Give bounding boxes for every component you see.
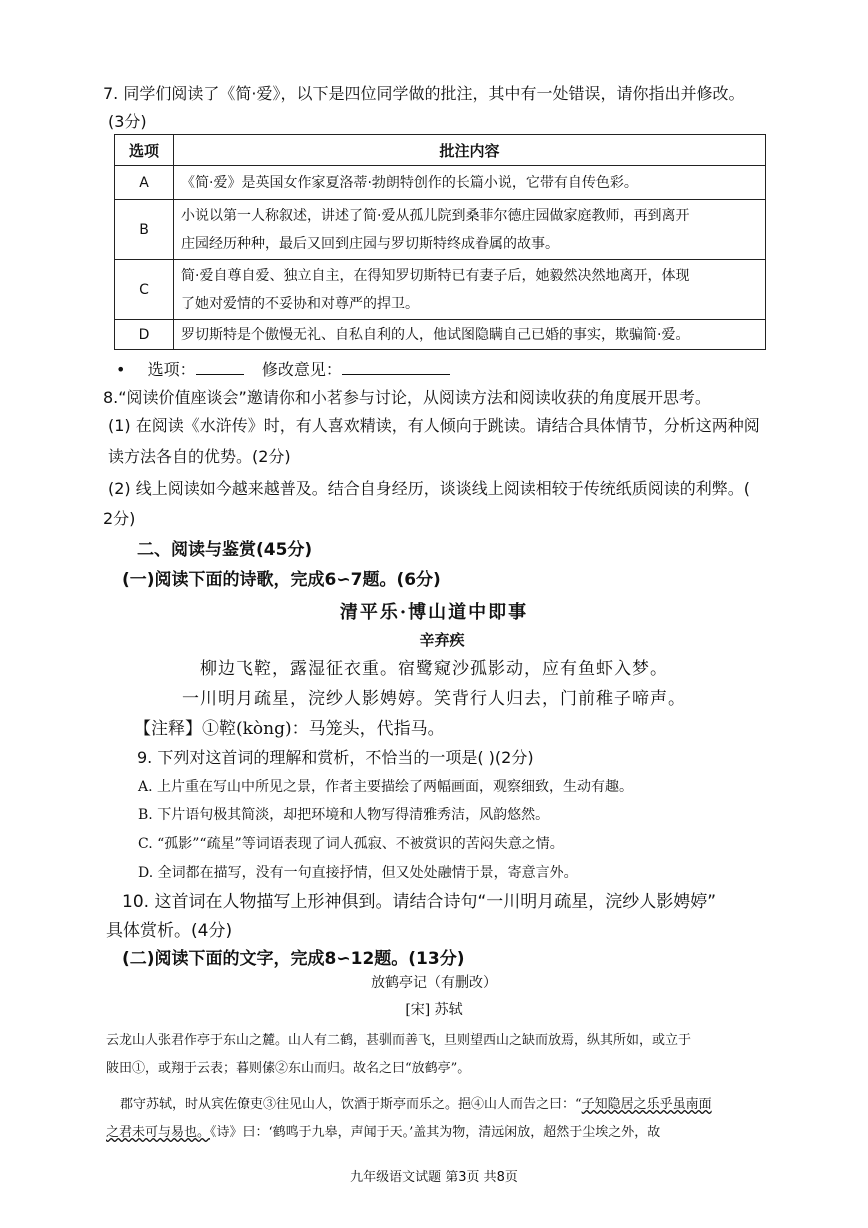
prose-text: 《诗》曰：‘鹤鸣于九皋，声闻于天。’盖其为物，清远闲放，超然于尘埃之外，故 [210,1125,661,1140]
answer-suggest-label: 修改意见： [261,360,342,379]
content-line: 了她对爱情的不妥协和对尊严的捍卫。 [181,295,419,312]
table-header-row [115,135,766,166]
prose-text: 郡守苏轼，时从宾佐僚吏③往见山人，饮酒于斯亭而乐之。挹④山人而告之曰：“ [120,1097,582,1112]
table-row [115,166,766,200]
q9-option-c: C. “孤影”“疏星”等词语表现了词人孤寂、不被赏识的苦闷失意之情。 [138,836,564,852]
table-row [115,320,766,350]
prose-p1-line2: 陂田①，或翔于云表；暮则傃②东山而归。故名之曰“放鹤亭”。 [106,1061,471,1076]
poem-title: 清平乐·博山道中即事 [339,602,529,623]
content-line: 简·爱自尊自爱、独立自主，在得知罗切斯特已有妻子后，她毅然决然地离开，体现 [181,267,690,284]
content-line: 《简·爱》是英国女作家夏洛蒂·勃朗特创作的长篇小说，它带有自传色彩。 [181,174,638,191]
q8-sub2-line2: 2分) [103,509,136,528]
q10-line2: 具体赏析。(4分) [106,921,233,941]
poem-line-2: 一川明月疏星，浣纱人影娉婷。笑背行人归去，门前稚子啼声。 [182,689,686,709]
poem-line-1: 柳边飞鞚，露湿征衣重。宿鹭窥沙孤影动，应有鱼虾入梦。 [200,659,668,679]
section-title: 二、阅读与鉴赏(45分) [137,540,313,560]
poem-author: 辛弃疾 [419,631,465,649]
q9-option-d: D. 全词都在描写，没有一句直接抒情，但又处处融情于景，寄意言外。 [138,865,578,881]
row-option: B [115,200,174,260]
table-row [115,260,766,320]
row-option: D [115,320,174,350]
q8-sub1-line1: (1) 在阅读《水浒传》时，有人喜欢精读，有人倾向于跳读。请结合具体情节，分析这两种阅 [108,416,760,435]
column-header-option: 选项 [115,135,174,166]
part2-title: (二)阅读下面的文字，完成8∽12题。(13分) [122,949,465,969]
table-row [115,200,766,260]
prose-p2-line2 [106,1122,660,1144]
content-line: 小说以第一人称叙述，讲述了简·爱从孤儿院到桑菲尔德庄园做家庭教师，再到离开 [181,207,690,224]
q7-stem: 7. 同学们阅读了《简·爱》，以下是四位同学做的批注，其中有一处错误，请你指出并修改。 [103,84,745,103]
prose-title: 放鹤亭记（有删改） [371,975,497,991]
q8-sub1-line2: 读方法各自的优势。(2分) [108,447,291,466]
content-line: 罗切斯特是个傲慢无礼、自私自利的人，他试图隐瞒自己已婚的事实，欺骗简·爱。 [181,326,690,343]
row-content [174,320,766,350]
prose-author: [宋] 苏轼 [405,1002,463,1018]
row-option: A [115,166,174,200]
row-content [174,260,766,320]
bullet-dot: • [116,360,126,379]
page-footer: 九年级语文试题 第3页 共8页 [350,1170,518,1185]
part1-title: (一)阅读下面的诗歌，完成6∽7题。(6分) [122,570,441,590]
q8-sub2-line1: (2) 线上阅读如今越来越普及。结合自身经历，谈谈线上阅读相较于传统纸质阅读的利弊。( [108,479,750,498]
row-content [174,200,766,260]
column-header-content: 批注内容 [174,135,766,166]
q10-line1: 10. 这首词在人物描写上形神俱到。请结合诗句“一川明月疏星，浣纱人影娉婷” [122,892,717,912]
answer-option-label: 选项： [147,360,196,379]
q9-option-b: B. 下片语句极其简淡，却把环境和人物写得清雅秀洁，风韵悠然。 [138,807,550,823]
annotation-table [114,134,766,350]
q7-points: (3分) [108,112,147,131]
q9-stem: 9. 下列对这首词的理解和赏析，不恰当的一项是( )(2分) [137,748,534,767]
answer-option-blank[interactable] [196,374,244,375]
wavy-underlined-text: 子知隐居之乐乎虽南面 [581,1097,712,1112]
poem-note: 【注释】①鞚(kòng)：马笼头，代指马。 [134,719,445,739]
content-line: 庄园经历种种，最后又回到庄园与罗切斯特终成眷属的故事。 [181,235,559,252]
wavy-underlined-text: 之君未可与易也。 [106,1125,211,1140]
answer-suggest-blank[interactable] [342,374,450,375]
prose-p1-line1: 云龙山人张君作亭于东山之麓。山人有二鹤，甚驯而善飞，旦则望西山之缺而放焉，纵其所如，或立于 [106,1033,692,1048]
row-content [174,166,766,200]
row-option: C [115,260,174,320]
q8-stem: 8.“阅读价值座谈会”邀请你和小茗参与讨论，从阅读方法和阅读收获的角度展开思考。 [103,388,711,407]
prose-p2-line1 [120,1094,712,1116]
q7-answer-line [116,356,450,384]
q9-option-a: A. 上片重在写山中所见之景，作者主要描绘了两幅画面，观察细致，生动有趣。 [138,779,634,795]
